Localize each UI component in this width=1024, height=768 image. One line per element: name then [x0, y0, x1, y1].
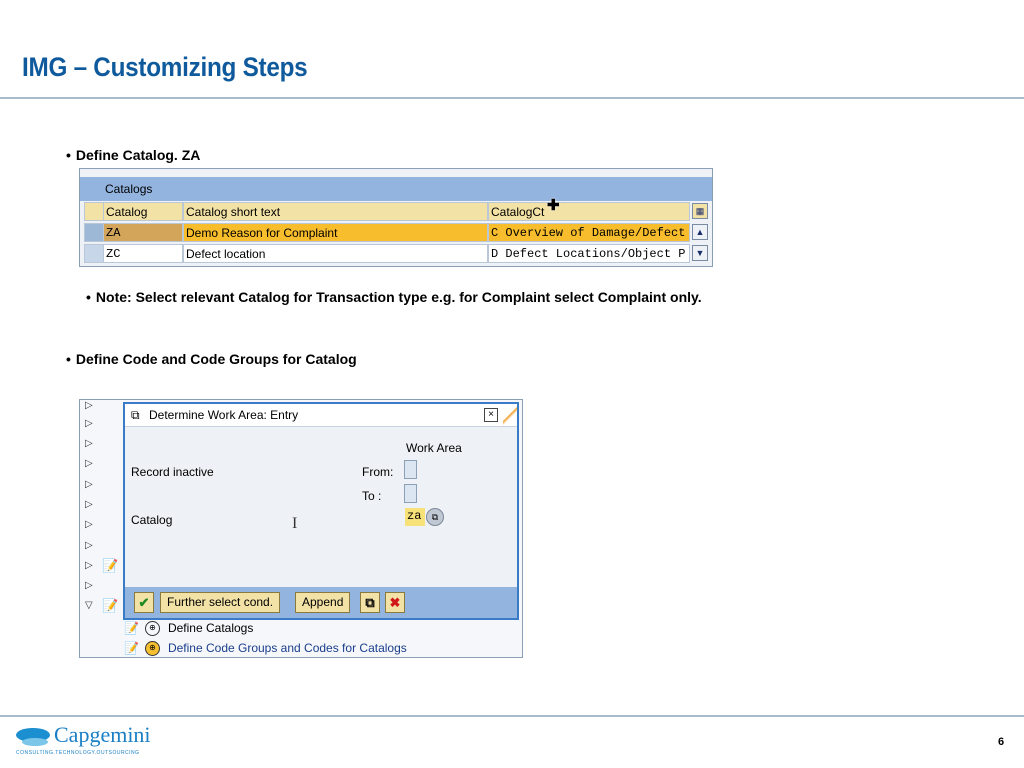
document-icon: 📝 [102, 598, 119, 613]
logo-tagline: CONSULTING.TECHNOLOGY.OUTSOURCING [16, 750, 140, 756]
table-row[interactable] [80, 223, 712, 244]
from-label: From: [362, 465, 394, 479]
bullet-dot: • [66, 351, 71, 367]
bullet-text: Define Code and Code Groups for Catalog [75, 351, 357, 367]
scroll-up-icon[interactable]: ▲ [692, 224, 708, 240]
dialog-title-bar [125, 404, 517, 427]
dialog-window-icon: ⧉ [131, 408, 140, 422]
document-icon: 📝 [124, 641, 139, 655]
bullet-define-code [66, 351, 357, 367]
catalog-ct-cell[interactable]: D Defect Locations/Object P [488, 244, 690, 263]
catalogs-table-window [79, 168, 713, 267]
row-selector[interactable] [84, 244, 104, 263]
expand-arrow-icon[interactable]: ▷ [85, 479, 93, 490]
value-help-icon[interactable]: ⧉ [426, 508, 444, 526]
record-inactive-label: Record inactive [131, 465, 214, 479]
logo-wordmark: Capgemini [54, 722, 151, 747]
catalogs-table-title-bar [80, 177, 712, 201]
title-divider [0, 97, 1024, 99]
clock-icon[interactable]: ⊕ [145, 641, 160, 656]
to-label: To : [362, 489, 382, 503]
tree-item-define-catalogs[interactable] [124, 621, 253, 636]
short-text-cell[interactable]: Demo Reason for Complaint [183, 223, 488, 242]
bullet-text: Define Catalog. ZA [75, 147, 201, 163]
tree-item-label: Define Catalogs [167, 621, 254, 635]
slide-title: IMG – Customizing Steps [22, 52, 308, 82]
expand-arrow-icon[interactable]: ▷ [85, 540, 93, 551]
logo-spade-base-icon [22, 738, 48, 746]
append-button[interactable]: Append [295, 592, 350, 613]
scroll-down-icon[interactable]: ▼ [692, 245, 708, 261]
catalog-cell[interactable]: ZC [103, 244, 183, 263]
expand-arrow-icon[interactable]: ▷ [85, 580, 93, 591]
page-number: 6 [998, 736, 1005, 748]
expand-arrow-icon[interactable]: ▷ [85, 400, 93, 411]
copy-icon[interactable]: ⧉ [360, 592, 380, 613]
to-field[interactable] [404, 484, 417, 503]
cancel-icon[interactable]: ✖ [385, 592, 405, 613]
bullet-text: Note: Select relevant Catalog for Transaction type e.g. for Complaint select Complaint only. [95, 289, 702, 305]
further-select-cond-button[interactable]: Further select cond. [160, 592, 280, 613]
catalog-label: Catalog [131, 513, 173, 527]
collapse-arrow-icon[interactable]: ▽ [85, 600, 93, 611]
clock-icon[interactable]: ⊕ [145, 621, 160, 636]
dialog-title: Determine Work Area: Entry [149, 408, 299, 422]
expand-arrow-icon[interactable]: ▷ [85, 519, 93, 530]
catalog-input[interactable]: za [405, 508, 425, 526]
dialog-toolbar [125, 587, 517, 618]
expand-arrow-icon[interactable]: ▷ [85, 438, 93, 449]
tree-item-label: Define Code Groups and Codes for Catalogs [167, 641, 407, 655]
row-selector-header[interactable] [84, 202, 104, 221]
expand-arrow-icon[interactable]: ▷ [85, 499, 93, 510]
footer-divider [0, 715, 1024, 717]
short-text-cell[interactable]: Defect location [183, 244, 488, 263]
bullet-define-catalog [66, 147, 200, 163]
work-area-label: Work Area [406, 441, 462, 455]
bullet-dot: • [66, 147, 71, 163]
img-tree-window [79, 399, 523, 658]
close-icon[interactable]: × [484, 408, 498, 422]
column-header-catalog[interactable]: Catalog [103, 202, 183, 221]
dialog-corner-accent [503, 404, 517, 426]
expand-arrow-icon[interactable]: ▷ [85, 458, 93, 469]
column-header-catalog-ct[interactable]: CatalogCt [488, 202, 690, 221]
bullet-dot: • [86, 289, 91, 305]
document-icon: 📝 [102, 558, 119, 573]
column-settings-icon[interactable]: ▦ [692, 203, 708, 219]
catalog-ct-cell[interactable]: C Overview of Damage/Defect [488, 223, 690, 242]
bullet-note [86, 289, 702, 305]
row-selector[interactable] [84, 223, 104, 242]
table-header-row [80, 202, 712, 223]
expand-arrow-icon[interactable]: ▷ [85, 560, 93, 571]
from-field[interactable] [404, 460, 417, 479]
text-cursor-icon: I [292, 515, 298, 532]
mouse-cursor-icon: ✚ [547, 197, 560, 214]
tree-item-define-code-groups[interactable] [124, 641, 407, 656]
column-header-short-text[interactable]: Catalog short text [183, 202, 488, 221]
table-row[interactable] [80, 244, 712, 265]
confirm-check-icon[interactable]: ✔ [134, 592, 154, 613]
catalog-cell[interactable]: ZA [103, 223, 183, 242]
expand-arrow-icon[interactable]: ▷ [85, 418, 93, 429]
determine-work-area-dialog [123, 402, 519, 620]
catalogs-table-title: Catalogs [105, 182, 153, 196]
document-icon: 📝 [124, 621, 139, 635]
